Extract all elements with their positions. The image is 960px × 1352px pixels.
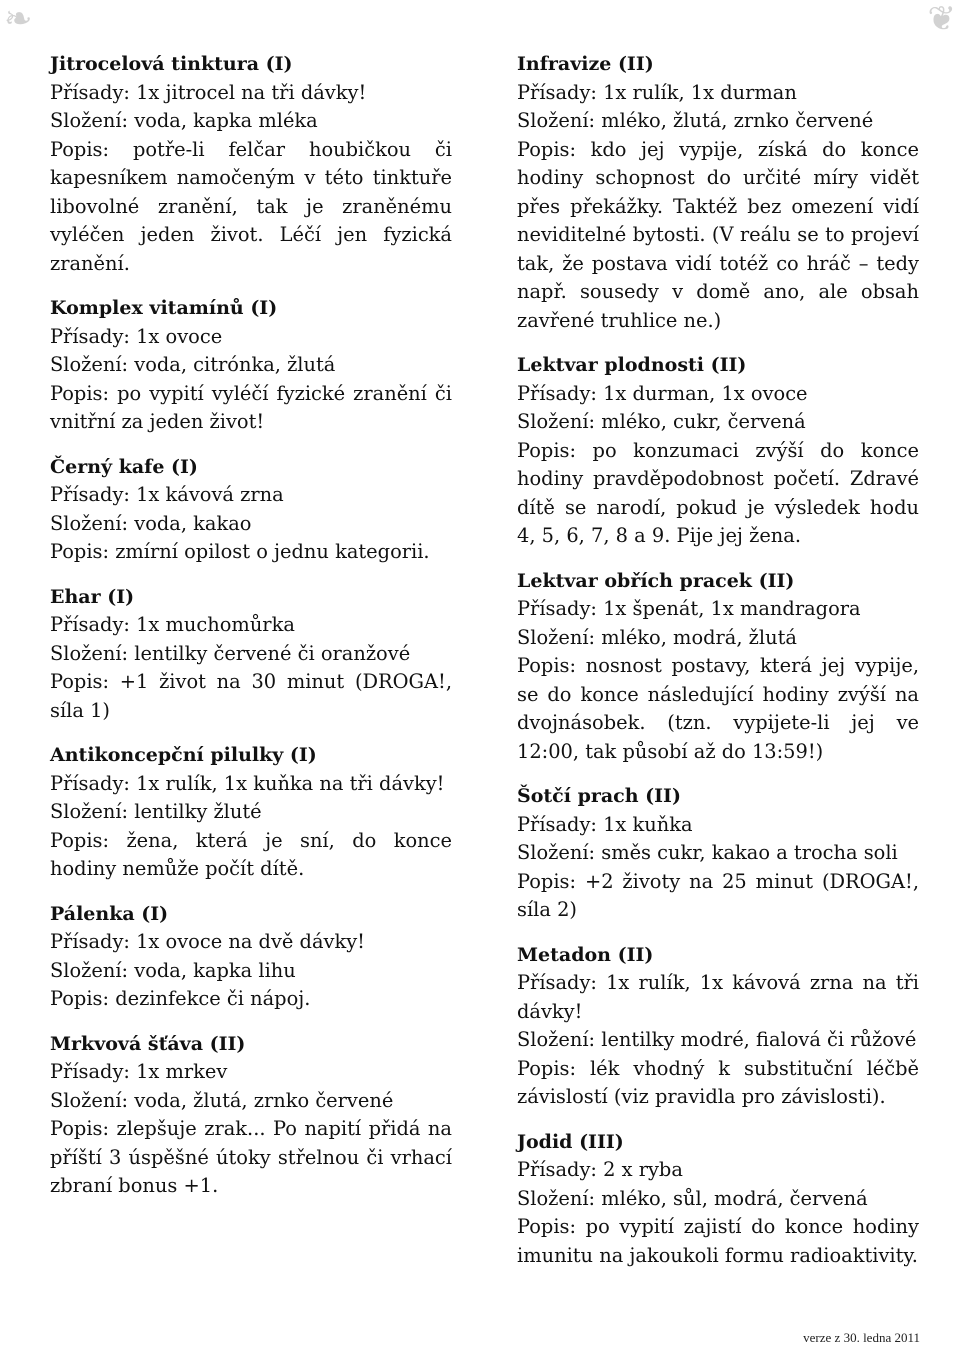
potion-entry xyxy=(50,583,452,726)
potion-entry xyxy=(50,50,452,278)
potion-entry xyxy=(517,941,919,1112)
right-column xyxy=(517,50,919,1286)
potion-composition: Složení: voda, kapka mléka xyxy=(50,109,318,132)
potion-composition: Složení: lentilky modré, fialová či růžové xyxy=(517,1028,917,1051)
potion-title: Šotčí prach (II) xyxy=(517,785,681,807)
potion-composition: Složení: mléko, cukr, červená xyxy=(517,410,806,433)
potion-entry xyxy=(50,900,452,1014)
potion-description: Popis: po vypití zajistí do konce hodiny imunitu na jakoukoli formu radioaktivity. xyxy=(517,1215,919,1267)
potion-title: Ehar (I) xyxy=(50,585,135,608)
potion-entry xyxy=(50,294,452,437)
potion-title: Jitrocelová tinktura (I) xyxy=(50,53,293,75)
potion-title: Pálenka (I) xyxy=(50,902,169,925)
potion-entry xyxy=(50,453,452,567)
potion-description: Popis: po konzumaci zvýší do konce hodiny pravděpodobnost početí. Zdravé dítě se narodí, pokud je výsledek hodu 4, 5, 6, 7, 8 a 9. Pije jej žena. xyxy=(517,438,919,547)
potion-title: Komplex vitamínů (I) xyxy=(50,297,278,319)
potion-entry xyxy=(517,567,919,767)
potion-description: Popis: nosnost postavy, která jej vypije, se do konce následující hodiny zvýší na dvojnásobek. (tzn. vypijete-li jej ve 12:00, tak působí až do 13:59!) xyxy=(517,654,919,763)
potion-ingredients: Přísady: 1x rulík, 1x kuňka na tři dávky! xyxy=(50,771,445,795)
potion-title: Jodid (III) xyxy=(517,1130,624,1153)
corner-ornament-right: ❦ xyxy=(927,0,956,39)
potion-title: Lektvar plodnosti (II) xyxy=(517,354,747,376)
potion-description: Popis: potře-li felčar houbičkou či kapesníkem namočeným v této tinktuře libovolné zranění, tak je zraněnému vyléčen jeden život. Léčí jen fyzická zranění. xyxy=(50,137,452,275)
potion-title: Antikoncepční pilulky (I) xyxy=(50,744,317,766)
potion-description: Popis: +1 život na 30 minut (DROGA!, síla 1) xyxy=(50,670,452,722)
potion-title: Infravize (II) xyxy=(517,53,654,75)
potion-composition: Složení: mléko, sůl, modrá, červená xyxy=(517,1186,868,1210)
potion-ingredients: Přísady: 1x rulík, 1x durman xyxy=(517,80,797,104)
potion-ingredients: Přísady: 2 x ryba xyxy=(517,1158,683,1181)
potion-composition: Složení: voda, žlutá, zrnko červené xyxy=(50,1088,394,1112)
potion-title: Metadon (II) xyxy=(517,943,654,966)
potion-ingredients: Přísady: 1x ovoce xyxy=(50,324,223,348)
potion-entry xyxy=(517,351,919,551)
potion-title: Lektvar obřích pracek (II) xyxy=(517,569,795,592)
potion-composition: Složení: směs cukr, kakao a trocha soli xyxy=(517,841,898,864)
left-column xyxy=(50,50,452,1217)
potion-description: Popis: žena, která je sní, do konce hodiny nemůže počít dítě. xyxy=(50,828,452,880)
potion-description: Popis: +2 životy na 25 minut (DROGA!, síla 2) xyxy=(517,869,919,921)
potion-composition: Složení: voda, kapka lihu xyxy=(50,958,296,982)
potion-composition: Složení: voda, kakao xyxy=(50,511,252,535)
potion-composition: Složení: mléko, modrá, žlutá xyxy=(517,625,797,649)
potion-description: Popis: po vypití vyléčí fyzické zranění či vnitřní za jeden život! xyxy=(50,381,452,433)
potion-title: Mrkvová šťáva (II) xyxy=(50,1032,246,1055)
potion-composition: Složení: mléko, žlutá, zrnko červené xyxy=(517,109,874,132)
version-footer: verze z 30. ledna 2011 xyxy=(803,1330,920,1345)
potion-description: Popis: dezinfekce či nápoj. xyxy=(50,987,311,1010)
potion-description: Popis: zmírní opilost o jednu kategorii. xyxy=(50,540,430,563)
potion-entry xyxy=(517,50,919,335)
potion-composition: Složení: voda, citrónka, žlutá xyxy=(50,353,336,376)
potion-composition: Složení: lentilky žluté xyxy=(50,800,262,823)
potion-entry xyxy=(50,741,452,884)
potion-ingredients: Přísady: 1x muchomůrka xyxy=(50,613,295,636)
potion-title: Černý kafe (I) xyxy=(50,455,198,478)
potion-entry xyxy=(517,1128,919,1271)
potion-ingredients: Přísady: 1x jitrocel na tři dávky! xyxy=(50,80,367,104)
potion-ingredients: Přísady: 1x ovoce na dvě dávky! xyxy=(50,930,365,953)
potion-entry xyxy=(517,782,919,925)
corner-ornament-left: ❧ xyxy=(4,0,33,39)
potion-ingredients: Přísady: 1x kávová zrna xyxy=(50,483,284,506)
potion-description: Popis: kdo jej vypije, získá do konce hodiny schopnost do určité míry vidět přes překážky. Taktéž bez omezení vidí neviditelné bytosti. (V reálu se to projeví tak, že postava vidí totéž co hráč – tedy např. sousedy v domě ano, ale obsah zavřené truhlice ne.) xyxy=(517,137,919,332)
potion-ingredients: Přísady: 1x mrkev xyxy=(50,1060,228,1083)
potion-ingredients: Přísady: 1x rulík, 1x kávová zrna na tři dávky! xyxy=(517,971,919,1023)
potion-ingredients: Přísady: 1x durman, 1x ovoce xyxy=(517,381,808,405)
potion-composition: Složení: lentilky červené či oranžové xyxy=(50,641,411,665)
potion-ingredients: Přísady: 1x špenát, 1x mandragora xyxy=(517,597,861,620)
potion-description: Popis: zlepšuje zrak... Po napití přidá na příští 3 úspěšné útoky střelnou či vrhací zbraní bonus +1. xyxy=(50,1117,452,1197)
potion-entry xyxy=(50,1030,452,1201)
potion-ingredients: Přísady: 1x kuňka xyxy=(517,812,693,836)
potion-description: Popis: lék vhodný k substituční léčbě závislostí (viz pravidla pro závislosti). xyxy=(517,1056,919,1108)
